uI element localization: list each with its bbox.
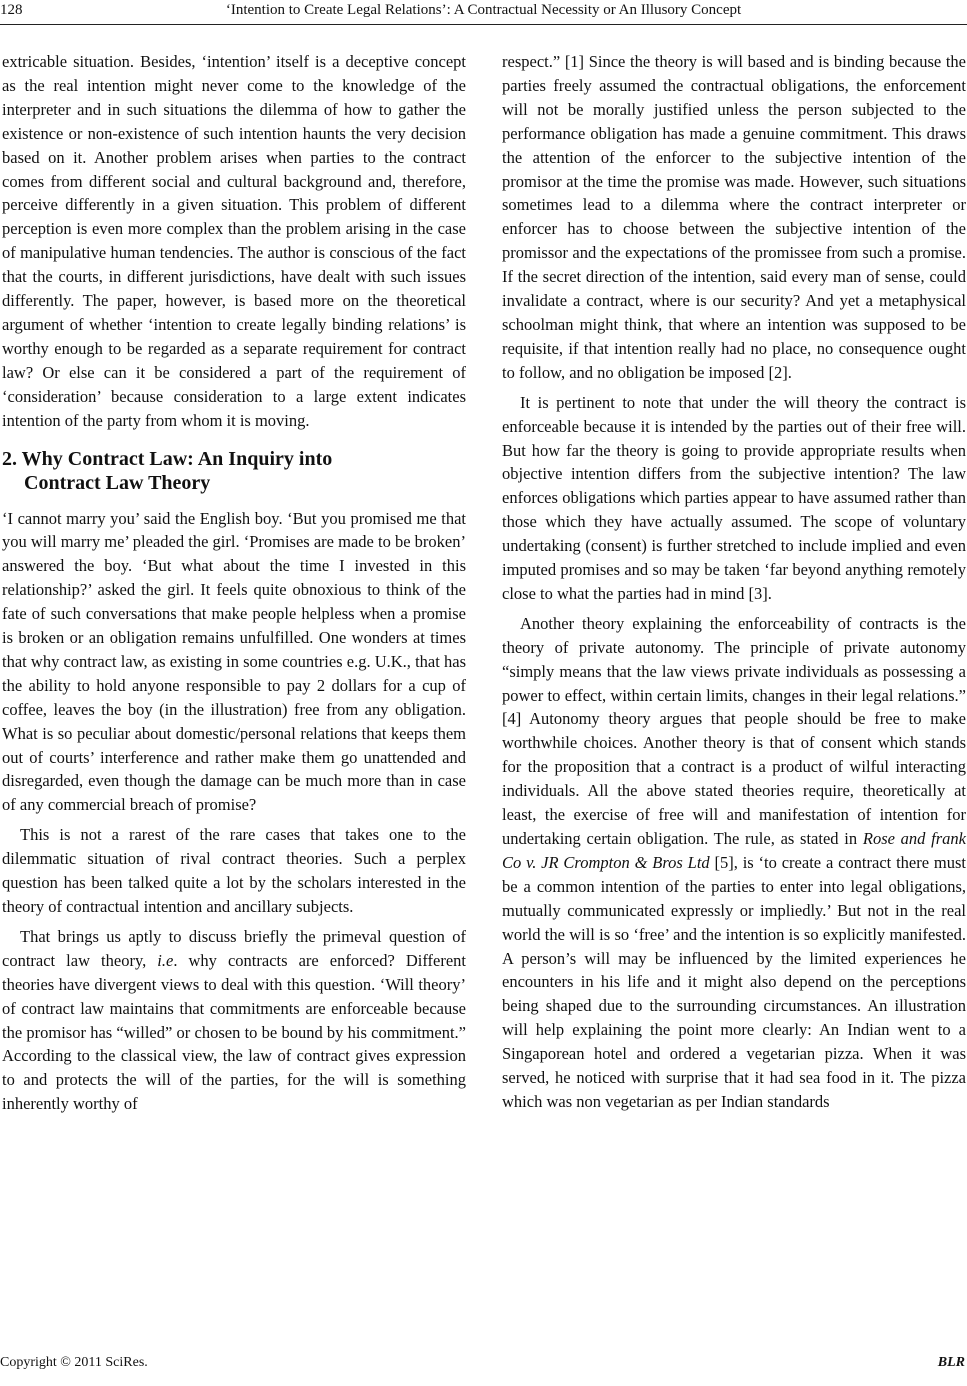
paragraph-text: [5], is ‘to create a contract there must be a common intention of the parties to enter into legal obligations, mutually communicated expressly or impliedly.’ But not in the real world the will is so ‘free’ and the intention is so explicitly manifested. A person’s will may be influenced by the limited experiences he encounters in his life and it might also depend on the perceptions being shaped due to the surrounding circumstances. An illustration will help explaining the point more clearly: An Indian went to a Singaporean hotel and ordered a vegetarian pizza. When it was served, he noticed with surprise that it had sea food in it. The pizza which was non vegetarian as per Indian standards [502, 852, 966, 1111]
section-heading [2, 447, 466, 495]
paragraph-text: . why contracts are enforced? Different theories have divergent views to deal with this question. ‘Will theory’ of contract law maintains that commitments are enforceable because the promisor has “willed” or chosen to be bound by his commitment.” According to the classical view, the law of contract gives expression to and protects the will of the parties, for the will is something inherently worthy of [2, 950, 466, 1114]
paragraph: extricable situation. Besides, ‘intention’ itself is a deceptive concept as the real intention might never come to the knowledge of the interpreter and in such situations the dilemma of how to gather the existence or non-existence of such intention haunts the very decision based on it. Another problem arises when parties to the contract comes from different social and cultural background and, therefore, perceive differently in a given situation. This problem of different perception is even more complex than the problem arising in the case of manipulative human tendencies. The author is conscious of the fact that the courts, in different jurisdictions, have dealt with such issues differently. The paper, however, is based more on the theoretical argument of whether ‘intention to create legally binding relations’ is worthy enough to be regarded as a separate requirement for contract law? Or else can it be considered a part of the requirement of ‘consideration’ because consideration to a large extent indicates intention of the party from whom it is moving. [2, 52, 466, 430]
paragraph: It is pertinent to note that under the will theory the contract is enforceable because it is intended by the parties out of their free will. But how far the theory is going to provide appropriate results when objective intention differs from the subjective intention? The law enforces obligations which parties appear to have assumed rather than those which they have actually assumed. The scope of voluntary undertaking (consent) is further stretched to include implied and even imputed promises and so may be taken ‘far beyond anything remotely close to what the parties had in mind [3]. [502, 392, 966, 603]
page-footer [0, 1355, 967, 1379]
copyright-notice: Copyright © 2011 SciRes. [0, 1355, 148, 1370]
section-heading-line2: Contract Law Theory [24, 471, 211, 494]
paragraph-text: Another theory explaining the enforceability of contracts is the theory of private autonomy. The principle of private autonomy “simply means that the law views private individuals as possessing a power to effect, within certain limits, changes in their legal relations.” [4] Autonomy theory argues that people should be free to make worthwhile choices. Another theory is that of consent which stands for the proposition that a contract is a product of wilful interacting individuals. All the above stated theories require, theoretically at least, the exercise of free will and manifestation of intention for undertaking certain obligation. The rule, as stated in [502, 613, 966, 848]
paragraph: respect.” [1] Since the theory is will based and is binding because the parties freely assumed the contractual obligations, the enforcement will not be morally justified unless the person subjected to the performance obligation has made a genuine commitment. This draws the attention of the enforcer to the subjective intention of the promisor at the time the promise was made. However, such situations sometimes lead to a dilemma where the contract interpreter or enforcer has to choose between the subjective intention of the promissor and the expectations of the promissee from such a promise. If the secret direction of the intention, said every man of sense, could invalidate a contract, where is our security? And yet a metaphysical schoolman might think, that where an intention was supposed to be requisite, if that intention really had no place, no consequence ought to follow, and no obligation be imposed [2]. [502, 52, 966, 382]
page-number: 128 [0, 2, 23, 18]
case-citation: Rose and frank Co v. JR Crompton & Bros Ltd [502, 829, 966, 872]
left-column [2, 50, 466, 1122]
paragraph: This is not a rarest of the rare cases that takes one to the dilemmatic situation of rival contract theories. Such a perplex question has been talked quite a lot by the scholars interested in the theory of contractual intention and ancillary subjects. [2, 825, 466, 916]
italic-abbreviation: i.e [157, 950, 174, 970]
running-title: ‘Intention to Create Legal Relations’: A Contractual Necessity or An Illusory Concept [225, 2, 742, 18]
paragraph [2, 925, 466, 1116]
journal-abbreviation: BLR [937, 1355, 965, 1370]
header-rule [0, 24, 967, 25]
right-column [502, 50, 966, 1120]
page-header [0, 0, 967, 30]
paragraph: ‘I cannot marry you’ said the English boy. ‘But you promised me that you will marry me’ pleaded the girl. ‘Promises are made to be broken’ answered the boy. ‘But what about the time I invested in this relationship?’ asked the girl. It feels quite obnoxious to think of the fate of such conversations that make people helpless when a promise is broken or an obligation remains unfulfilled. One wonders at times that why contract law, as existing in some countries e.g. U.K., that has the ability to hold anyone responsible to pay 2 dollars for a cup of coffee, leaves the boy (in the illustration) free from any obligation. What is so peculiar about domestic/personal relations that keeps them out of courts’ interference and rather make them go unattended and disregarded, even though the damage can be much more than in case of any commercial breach of promise? [2, 508, 466, 815]
section-heading-line1: 2. Why Contract Law: An Inquiry into [2, 447, 333, 470]
paragraph [502, 612, 966, 1114]
paragraph-text: That brings us aptly to discuss briefly the primeval question of contract law theory, [2, 926, 466, 970]
